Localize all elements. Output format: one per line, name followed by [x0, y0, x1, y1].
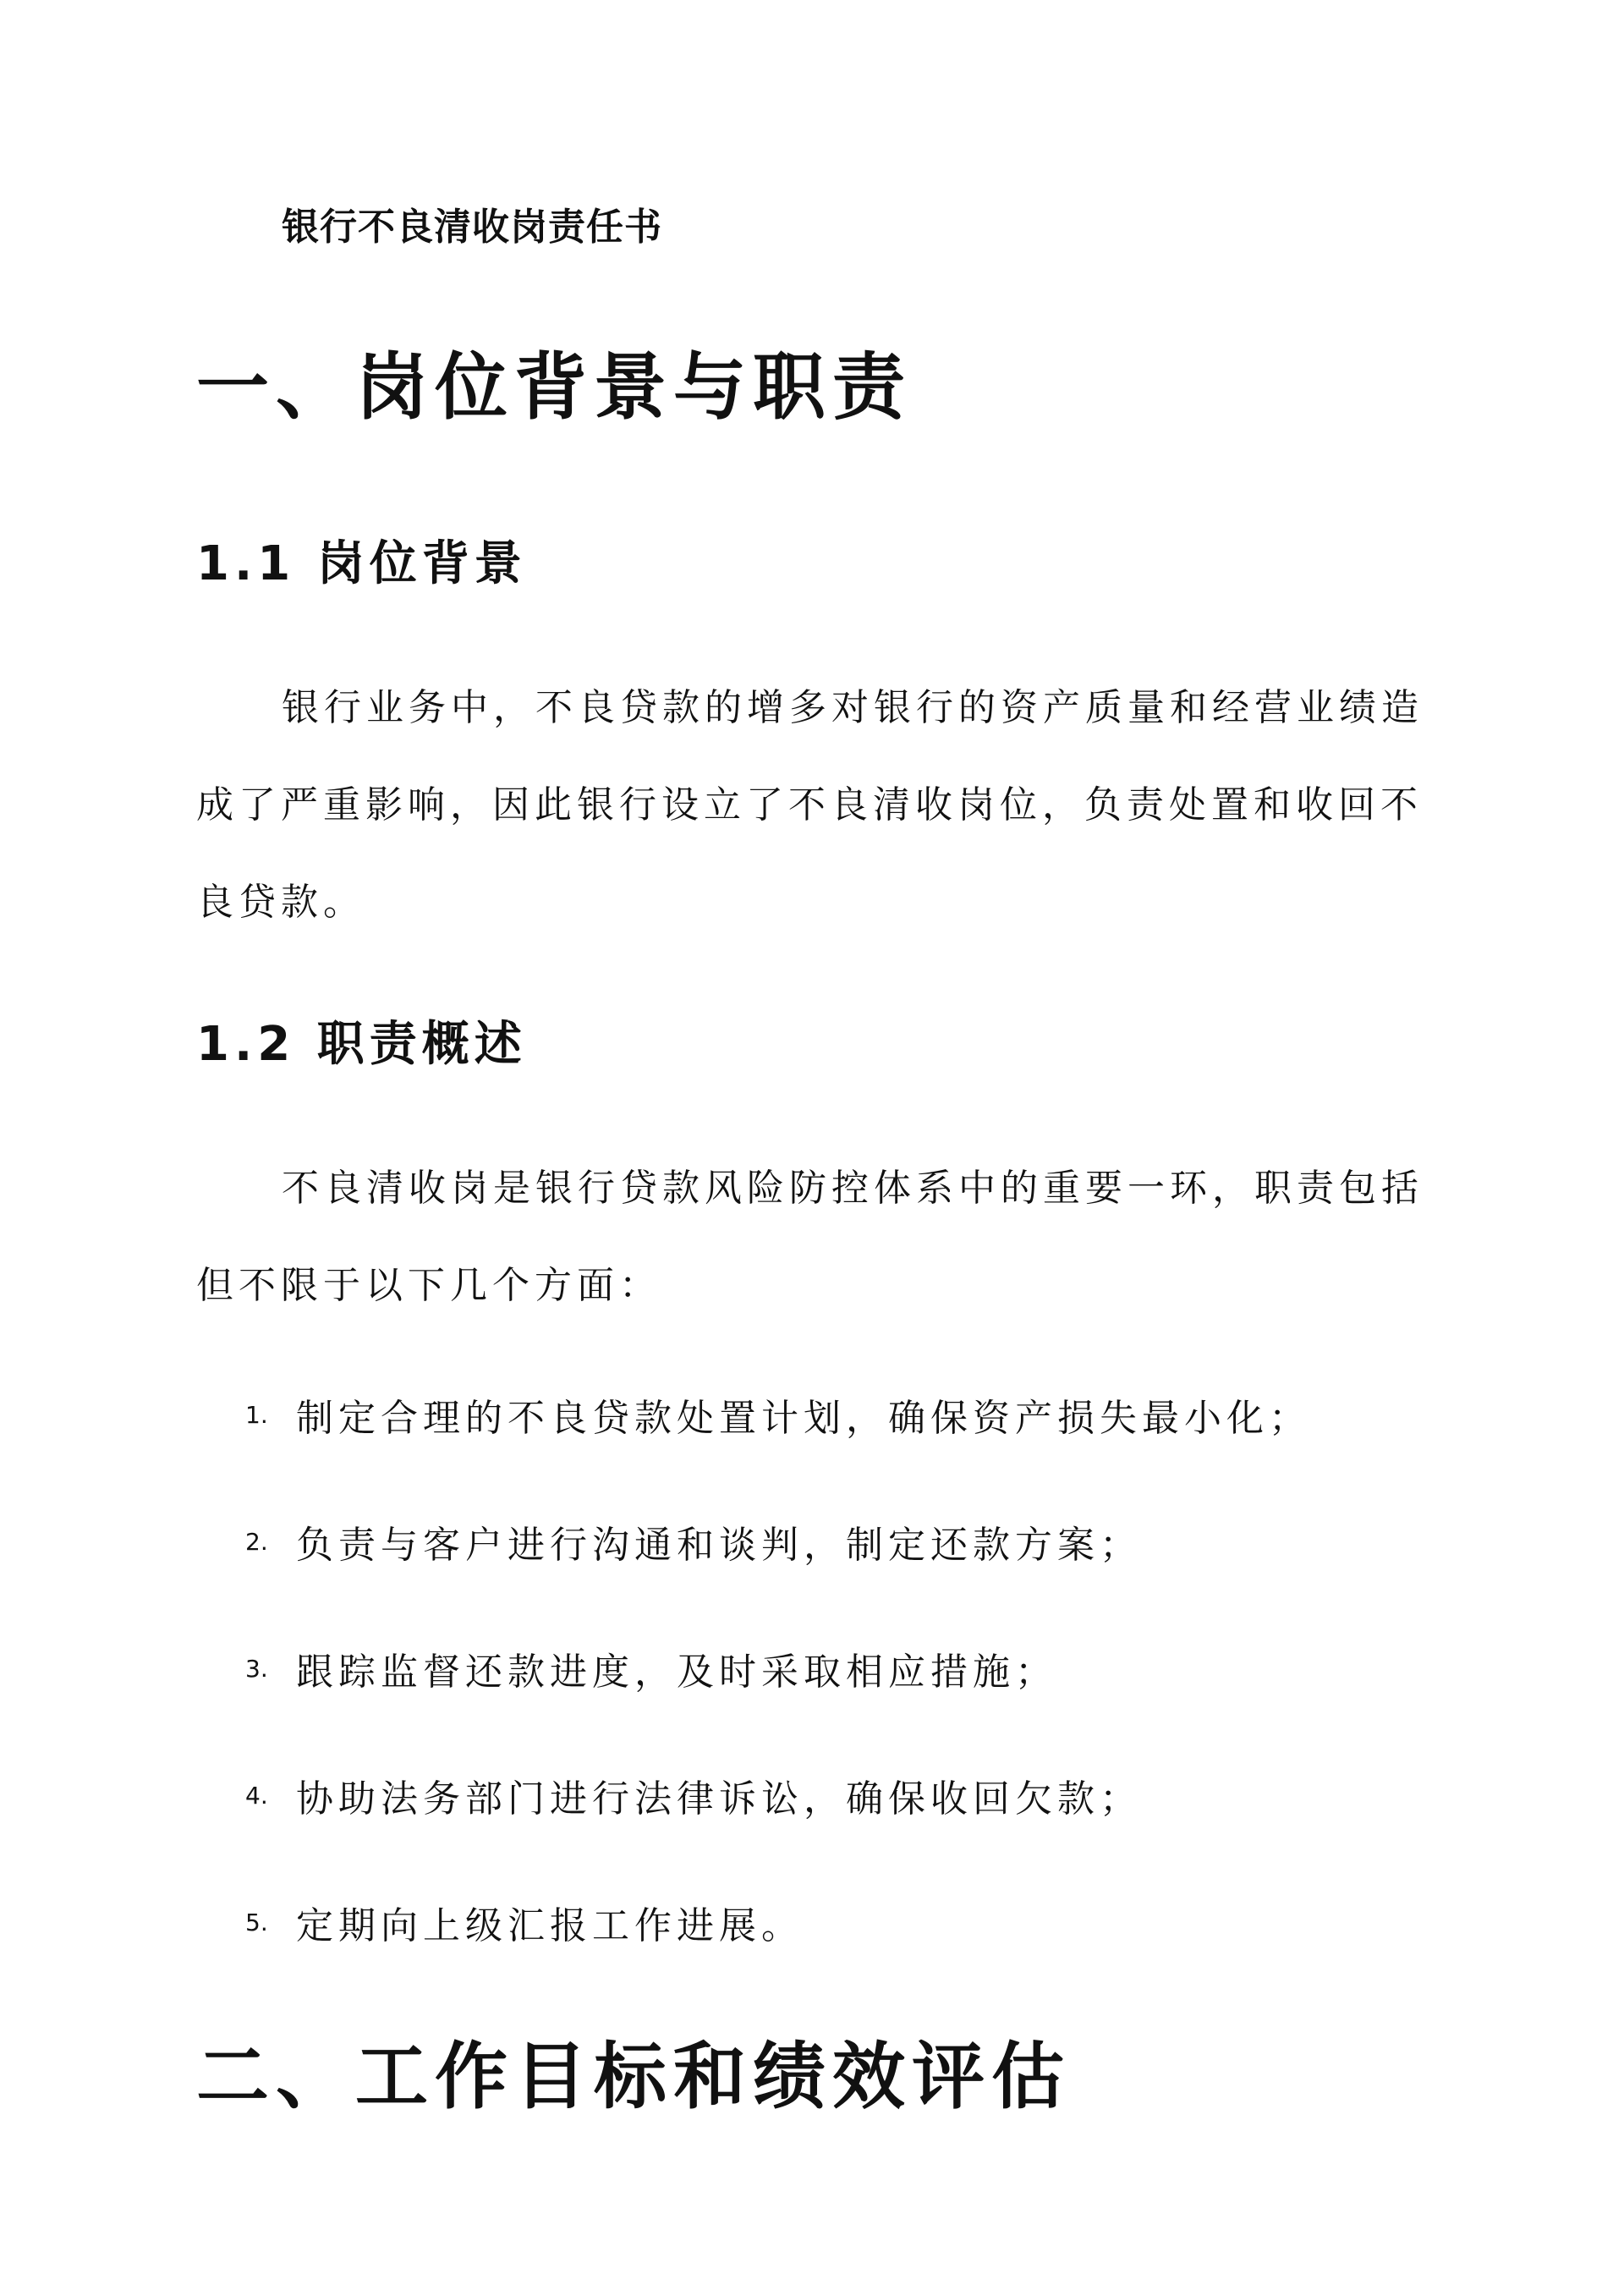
list-item	[245, 1768, 1142, 1822]
list-item-number: 5.	[245, 1908, 268, 1936]
list-item-text: 负责与客户进行沟通和谈判，制定还款方案；	[296, 1524, 1142, 1567]
list-item	[245, 1514, 1142, 1568]
list-item-number: 2.	[245, 1527, 268, 1556]
list-item-number: 1.	[245, 1400, 268, 1429]
section-2-heading: 二、工作目标和绩效评估	[196, 2035, 1071, 2119]
paragraph-line: 但不限于以下几个方面：	[196, 1264, 661, 1307]
list-item-text: 定期向上级汇报工作进展。	[296, 1904, 804, 1947]
list-item-text: 制定合理的不良贷款处置计划，确保资产损失最小化；	[296, 1397, 1311, 1440]
subsection-1-1-heading: 1.1 岗位背景	[196, 536, 527, 591]
list-item	[245, 1387, 1311, 1442]
list-item-text: 跟踪监督还款进度，及时采取相应措施；	[296, 1651, 1057, 1694]
list-item-text: 协助法务部门进行法律诉讼，确保收回欠款；	[296, 1777, 1142, 1821]
paragraph-line: 银行业务中，不良贷款的增多对银行的资产质量和经营业绩造	[282, 686, 1424, 729]
document-title: 银行不良清收岗责任书	[282, 206, 662, 249]
subsection-1-2-heading: 1.2 职责概述	[196, 1017, 527, 1072]
list-item	[245, 1641, 1057, 1695]
paragraph-line: 不良清收岗是银行贷款风险防控体系中的重要一环，职责包括	[282, 1167, 1424, 1210]
list-item	[245, 1895, 804, 1949]
section-1-heading: 一、岗位背景与职责	[196, 345, 912, 430]
paragraph-line: 成了严重影响，因此银行设立了不良清收岗位，负责处置和收回不	[196, 783, 1423, 827]
list-item-number: 4.	[245, 1781, 268, 1810]
paragraph-line: 良贷款。	[196, 881, 365, 924]
list-item-number: 3.	[245, 1654, 268, 1683]
